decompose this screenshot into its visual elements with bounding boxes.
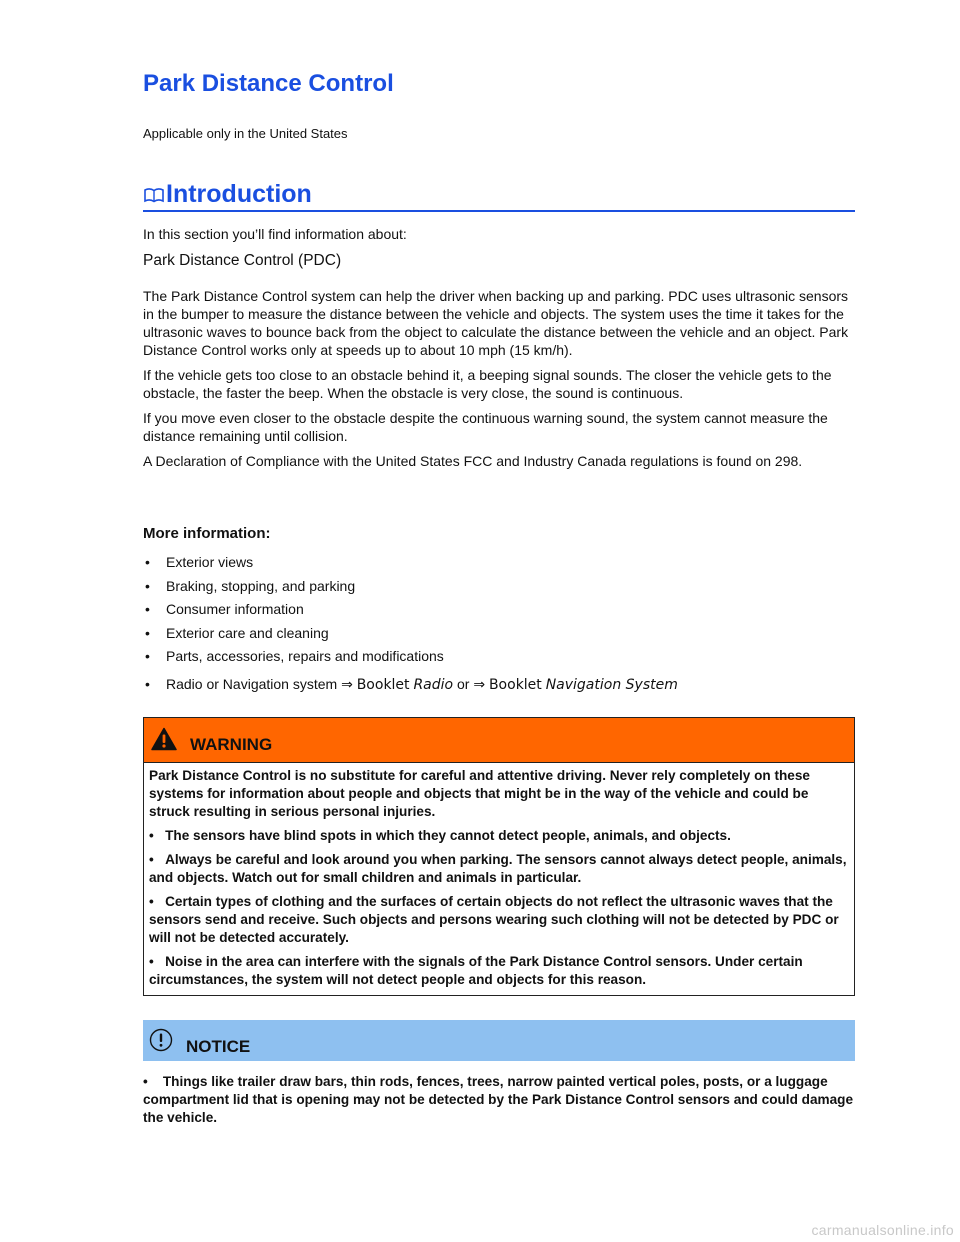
list-item-label: Parts, accessories, repairs and modifications — [166, 648, 444, 664]
booklet-label: Booklet — [356, 676, 410, 693]
list-item-label: Radio or Navigation system — [166, 675, 338, 692]
warning-label: WARNING — [190, 735, 273, 754]
notice-item — [143, 1073, 855, 1127]
more-info-list — [143, 553, 678, 698]
section-header — [143, 178, 855, 212]
intro-lead: In this section you’ll find information about: — [143, 226, 407, 242]
more-info-heading: More information: — [143, 525, 271, 542]
warning-header — [144, 718, 854, 763]
booklet-label: Booklet — [488, 676, 542, 693]
page-subtitle: Applicable only in the United States — [143, 126, 348, 141]
booklet-ref-link[interactable]: Navigation System — [545, 676, 678, 693]
or-text: or — [456, 675, 470, 692]
section-title: Introduction — [166, 180, 312, 208]
bullet-icon: • — [145, 577, 150, 594]
bullet-icon: • — [149, 894, 154, 909]
warning-item-text: Always be careful and look around you when parking. The sensors cannot always detect people, animals, and objects. Watch out for small children and animals in particular. — [149, 852, 847, 885]
paragraph: A Declaration of Compliance with the United States FCC and Industry Canada regulations is found on 298. — [143, 453, 803, 469]
arrow-right-icon: ⇒ — [341, 676, 353, 693]
bullet-icon: • — [145, 624, 150, 641]
watermark: carmanualsonline.info — [811, 1222, 954, 1238]
list-item[interactable] — [143, 624, 678, 648]
bullet-icon: • — [145, 648, 150, 664]
list-item[interactable] — [143, 647, 678, 671]
bullet-icon: • — [149, 828, 154, 843]
bullet-icon: • — [145, 601, 150, 617]
list-item[interactable] — [143, 577, 678, 601]
booklet-ref-link[interactable]: Radio — [413, 676, 454, 693]
bullet-icon: • — [149, 852, 154, 867]
arrow-right-icon: ⇒ — [473, 676, 486, 693]
notice-exclamation-icon — [149, 1028, 173, 1052]
bullet-icon: • — [143, 1074, 148, 1089]
book-icon — [143, 187, 165, 203]
list-item[interactable] — [143, 553, 678, 577]
warning-intro: Park Distance Control is no substitute for careful and attentive driving. Never rely completely on these systems for information about people and objects that might be in the way of the vehicle and could be struck resulting in serious personal injuries. — [149, 768, 810, 819]
paragraph: The Park Distance Control system can help the driver when backing up and parking. PDC uses ultrasonic sensors in the bumper to measure the distance between the vehicle and objects. The system uses the time it takes for the ultrasonic waves to bounce back from the object to calculate the distance between the vehicle and an object. Park Distance Control works only at speeds up to about 10 mph (15 km/h). — [143, 288, 849, 358]
bullet-icon: • — [149, 954, 154, 969]
list-item-label: Exterior views — [166, 554, 254, 570]
warning-body — [144, 763, 854, 995]
notice-item-text: Things like trailer draw bars, thin rods, fences, trees, narrow painted vertical poles, posts, or a luggage compartment lid that is opening may not be detected by the Park Distance Control sensors and could damage the vehicle. — [143, 1074, 854, 1125]
warning-box — [143, 717, 855, 996]
body-text — [143, 287, 855, 477]
bullet-icon: • — [145, 554, 150, 570]
topic-heading: Park Distance Control (PDC) — [143, 252, 342, 269]
page-title: Park Distance Control — [143, 70, 394, 97]
warning-item — [149, 953, 849, 989]
warning-item-text: Noise in the area can interfere with the signals of the Park Distance Control sensors. Under certain circumstances, the system will not detect people and objects for this reason. — [149, 954, 803, 987]
warning-item — [149, 893, 849, 947]
warning-item-text: Certain types of clothing and the surfaces of certain objects do not reflect the ultrasonic waves that the sensors send and receive. Such objects and persons wearing such clothing will not be detected by PDC or will not be detected accurately. — [149, 894, 839, 945]
warning-item-text: The sensors have blind spots in which they cannot detect people, animals, and objects. — [165, 828, 731, 843]
bullet-icon: • — [145, 675, 150, 692]
list-item[interactable] — [143, 675, 678, 699]
list-item-label: Exterior care and cleaning — [166, 624, 329, 641]
notice-header — [143, 1020, 855, 1061]
list-item-label: Consumer information — [166, 601, 304, 617]
list-item-label: Braking, stopping, and parking — [166, 577, 356, 594]
warning-item — [149, 851, 849, 887]
list-item[interactable] — [143, 600, 678, 624]
paragraph: If you move even closer to the obstacle despite the continuous warning sound, the system cannot measure the distance remaining until collision. — [143, 410, 828, 444]
paragraph: If the vehicle gets too close to an obstacle behind it, a beeping signal sounds. The closer the vehicle gets to the obstacle, the faster the beep. When the obstacle is very close, the sound is continuous. — [143, 367, 832, 401]
warning-item — [149, 827, 849, 845]
notice-label: NOTICE — [186, 1037, 251, 1056]
warning-triangle-icon — [151, 727, 177, 751]
